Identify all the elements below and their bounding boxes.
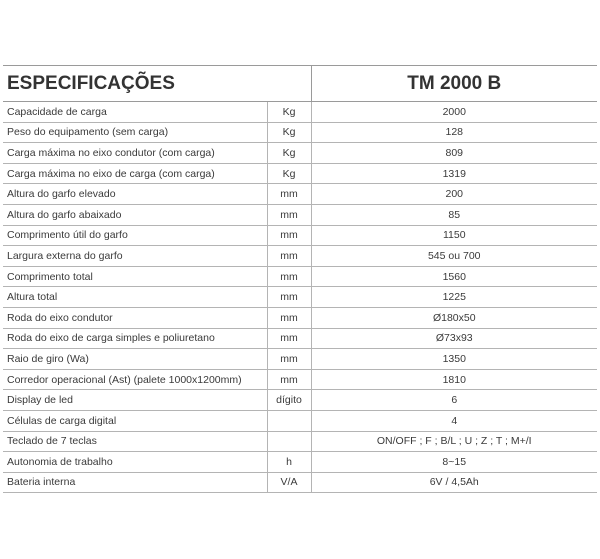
table-row (3, 204, 597, 225)
spec-value: 809 (311, 143, 597, 164)
spec-unit: mm (267, 225, 311, 246)
specifications-heading: ESPECIFICAÇÕES (3, 66, 267, 102)
spec-unit: mm (267, 184, 311, 205)
spec-value: 8~15 (311, 452, 597, 473)
spec-label: Roda do eixo condutor (3, 307, 267, 328)
spec-label: Largura externa do garfo (3, 246, 267, 267)
spec-label: Altura do garfo elevado (3, 184, 267, 205)
spec-label: Altura total (3, 287, 267, 308)
spec-unit: V/A (267, 472, 311, 493)
table-row (3, 452, 597, 473)
spec-value: 545 ou 700 (311, 246, 597, 267)
spec-label: Teclado de 7 teclas (3, 431, 267, 452)
spec-label: Altura do garfo abaixado (3, 204, 267, 225)
spec-label: Comprimento útil do garfo (3, 225, 267, 246)
spec-value: 1225 (311, 287, 597, 308)
spec-label: Raio de giro (Wa) (3, 349, 267, 370)
spec-unit (267, 410, 311, 431)
table-row (3, 122, 597, 143)
spec-unit: mm (267, 307, 311, 328)
table-row (3, 266, 597, 287)
spec-value: 1150 (311, 225, 597, 246)
spec-value: 1319 (311, 163, 597, 184)
table-row (3, 246, 597, 267)
spec-label: Roda do eixo de carga simples e poliuretano (3, 328, 267, 349)
table-row (3, 307, 597, 328)
spec-label: Display de led (3, 390, 267, 411)
table-row (3, 472, 597, 493)
spec-value: 1350 (311, 349, 597, 370)
spec-unit: h (267, 452, 311, 473)
spec-label: Carga máxima no eixo de carga (com carga) (3, 163, 267, 184)
spec-value: Ø180x50 (311, 307, 597, 328)
spec-label: Autonomia de trabalho (3, 452, 267, 473)
table-row (3, 369, 597, 390)
spec-value: 128 (311, 122, 597, 143)
spec-unit: mm (267, 266, 311, 287)
table-row (3, 431, 597, 452)
spec-value: 200 (311, 184, 597, 205)
spec-label: Capacidade de carga (3, 102, 267, 123)
table-row (3, 390, 597, 411)
unit-heading (267, 66, 311, 102)
spec-value: 4 (311, 410, 597, 431)
spec-unit: Kg (267, 102, 311, 123)
spec-value: 6V / 4,5Ah (311, 472, 597, 493)
spec-value: 2000 (311, 102, 597, 123)
table-row (3, 102, 597, 123)
spec-label: Comprimento total (3, 266, 267, 287)
spec-label: Células de carga digital (3, 410, 267, 431)
spec-value: ON/OFF ; F ; B/L ; U ; Z ; T ; M+/I (311, 431, 597, 452)
spec-value: 85 (311, 204, 597, 225)
table-header-row (3, 66, 597, 102)
table-row (3, 184, 597, 205)
spec-label: Bateria interna (3, 472, 267, 493)
spec-unit: Kg (267, 143, 311, 164)
spec-unit (267, 431, 311, 452)
spec-unit: mm (267, 349, 311, 370)
spec-value: 6 (311, 390, 597, 411)
spec-label: Carga máxima no eixo condutor (com carga) (3, 143, 267, 164)
spec-unit: Kg (267, 163, 311, 184)
table-row (3, 410, 597, 431)
spec-value: Ø73x93 (311, 328, 597, 349)
table-row (3, 225, 597, 246)
spec-label: Peso do equipamento (sem carga) (3, 122, 267, 143)
table-row (3, 143, 597, 164)
spec-unit: mm (267, 246, 311, 267)
table-row (3, 287, 597, 308)
spec-unit: mm (267, 287, 311, 308)
table-row (3, 349, 597, 370)
model-heading: TM 2000 B (311, 66, 597, 102)
spec-unit: dígito (267, 390, 311, 411)
spec-value: 1560 (311, 266, 597, 287)
spec-unit: mm (267, 204, 311, 225)
table-row (3, 328, 597, 349)
spec-unit: Kg (267, 122, 311, 143)
specifications-table (3, 65, 597, 493)
table-row (3, 163, 597, 184)
spec-unit: mm (267, 369, 311, 390)
spec-label: Corredor operacional (Ast) (palete 1000x1200mm) (3, 369, 267, 390)
spec-value: 1810 (311, 369, 597, 390)
spec-unit: mm (267, 328, 311, 349)
